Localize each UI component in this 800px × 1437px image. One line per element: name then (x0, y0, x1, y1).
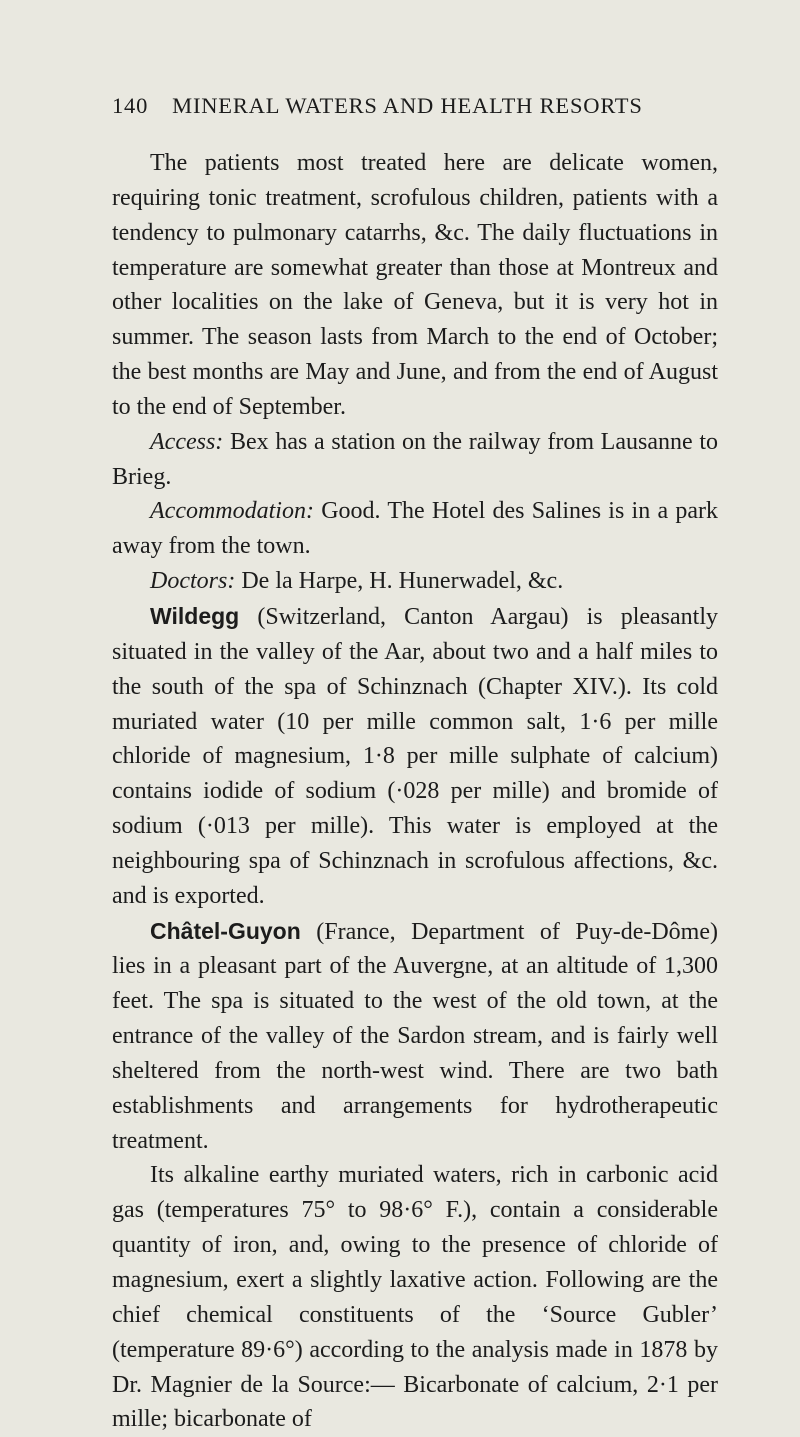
page-number: 140 (112, 93, 149, 118)
access-text: Bex has a station on the railway from Lausanne to Brieg. (112, 428, 718, 490)
accommodation-text: Good. The Hotel des Salines is in a park away from the town. (112, 498, 718, 560)
paragraph-accommodation (112, 494, 718, 564)
chatel-guyon-text: (France, Department of Puy-de-Dôme) lies in a pleasant part of the Auvergne, at an altitude of 1,300 feet. The spa is situated to the west of the old town, at the entrance of the valley of the Sardon stream, and is fairly well sheltered from the north-west wind. There are two bath establishments and arrangements for hydrotherapeutic treatment. (112, 918, 718, 1154)
paragraph-wildegg (112, 599, 718, 914)
paragraph-waters: Its alkaline earthy muriated waters, rich in carbonic acid gas (temperatures 75° to 98·6° F.), contain a considerable quantity of iron, and, owing to the presence of chloride of magnesium, exert a slightly laxative action. Following are the chief chemical constituents of the ‘Source Gubler’ (temperature 89·6°) according to the analysis made in 1878 by Dr. Magnier de la Source:— Bicarbonate of calcium, 2·1 per mille; bicarbonate of (112, 1162, 718, 1433)
running-title: MINERAL WATERS AND HEALTH RESORTS (172, 93, 643, 118)
wildegg-heading: Wildegg (150, 602, 240, 629)
running-header (112, 93, 643, 119)
page-body (112, 146, 718, 1437)
accommodation-label: Accommodation: (150, 498, 314, 525)
chatel-guyon-heading: Châtel-Guyon (150, 917, 301, 944)
doctors-text: De la Harpe, H. Hunerwadel, &c. (235, 568, 564, 595)
paragraph-chatel-guyon (112, 914, 718, 1159)
paragraph-doctors (112, 564, 718, 599)
paragraph-patients: The patients most treated here are delicate women, requiring tonic treatment, scrofulous children, patients with a tendency to pulmonary catarrhs, &c. The daily fluctuations in temperature are somewhat greater than those at Montreux and other localities on the lake of Geneva, but it is very hot in summer. The season lasts from March to the end of October; the best months are May and June, and from the end of August to the end of September. (112, 150, 718, 420)
doctors-label: Doctors: (150, 568, 236, 595)
paragraph-access (112, 425, 718, 495)
access-label: Access: (150, 428, 224, 455)
wildegg-text: (Switzerland, Canton Aargau) is pleasantly situated in the valley of the Aar, about two and a half miles to the south of the spa of Schinznach (Chapter XIV.). Its cold muriated water (10 per mille common salt, 1·6 per mille chloride of magnesium, 1·8 per mille sulphate of calcium) contains iodide of sodium (·028 per mille) and bromide of sodium (·013 per mille). This water is employed at the neighbouring spa of Schinznach in scrofulous affections, &c. and is exported. (112, 603, 718, 909)
